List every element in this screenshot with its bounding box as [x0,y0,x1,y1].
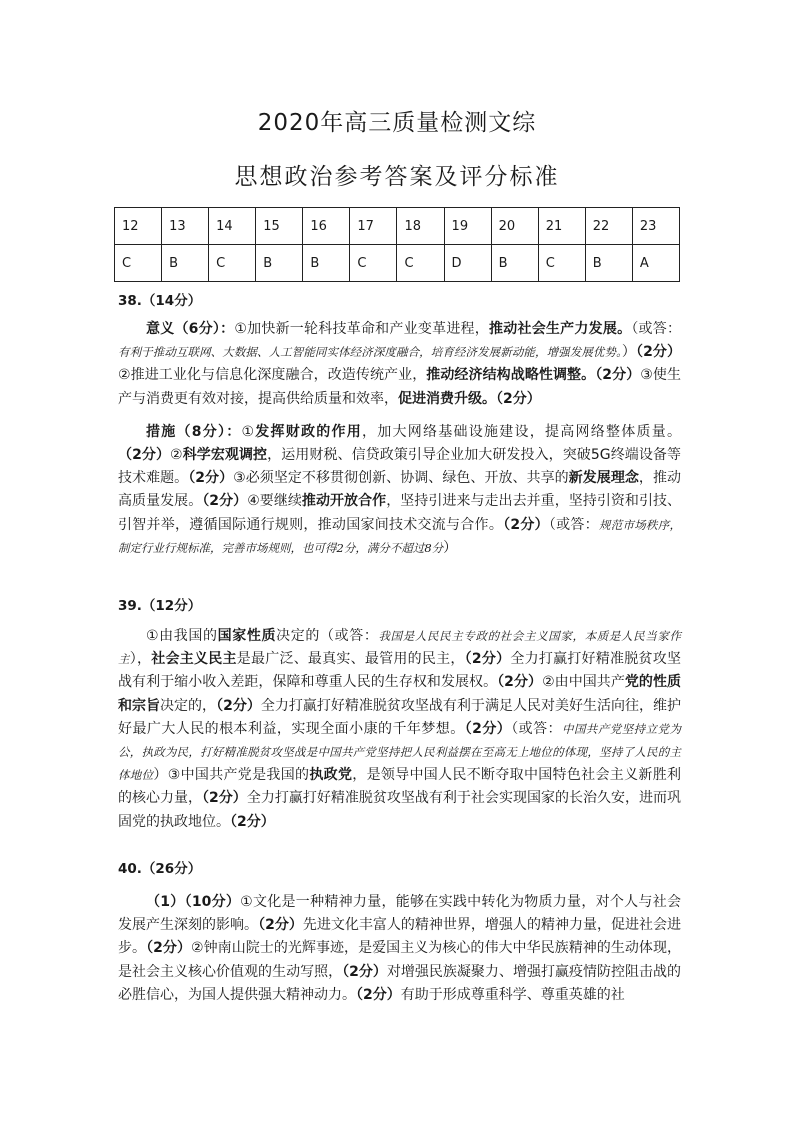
bold-text-run: （2分） [146,940,192,957]
text-run: ①文化是一种精神力量，能够在实践中转化为物质力量，对个人与社会发展产生深刻的影响。 [118,894,681,934]
text-run: ①加快新一轮科技革命和产业变革进程， [234,321,490,337]
bold-text-run: （2分） [595,367,641,384]
answer-cell: A [632,245,679,282]
bold-text-run: （2分） [230,813,275,830]
q40-heading: 40.（26分） [118,861,202,877]
bold-text-run: 社会主义民主 [151,651,237,668]
text-run: ③使生产与消费更有效对接，提高供给质量和效率， [118,367,681,407]
answer-cell: C [350,245,397,282]
bold-text-run: 推动开放合作 [301,493,387,510]
bold-text-run: 科学宏观调控 [182,447,268,464]
q38-heading: 38.（14分） [118,293,202,309]
bold-text-run: （2分） [202,493,248,510]
annotation-text-run: 规范市场秩序，制定行业行规标准，完善市场规则，也可得2分，满分不超过8分 [118,517,682,555]
question-number-cell: 20 [491,208,538,245]
text-run: 决定的， [160,697,217,714]
text-run: 全力打赢打好精准脱贫攻坚战有利于缩小收入差距，保障和尊重人民的生存权和发展权。 [118,651,682,691]
answer-cell: B [491,245,538,282]
bold-text-run: 国家性质 [217,628,277,644]
bold-text-run: 推动经济结构战略性调整。 [426,367,596,384]
bold-text-run: （2分） [503,516,549,533]
bold-text-run: 促进消费升级。 [398,390,496,407]
text-run: ①由我国的 [146,628,218,644]
text-run: ① [241,423,256,440]
answer-table-number-row [115,208,680,245]
q39-answer-section [118,625,681,834]
text-run: ②由中国共产 [542,674,625,691]
q40-answer-section [118,891,681,1007]
annotation-text-run: 中国共产党坚持立党为公，执政为民，打好精准脱贫攻坚战是中国共产党坚持把人民利益摆在至高无上地位的体现，坚持了人民的主体地位 [118,721,682,783]
bold-text-run: 意义（6分）： [146,321,235,337]
text-run: 全力打赢打好精准脱贫攻坚战有利于社会实现国家的长治久安，进而巩固党的执政地位。 [118,790,682,830]
question-number-cell: 17 [350,208,397,245]
text-run: ，推动高质量发展。 [118,470,682,510]
q39-heading: 39.（12分） [118,598,202,614]
bold-text-run: （2分） [464,651,511,668]
bold-text-run: （2分） [258,917,303,934]
bold-text-run: （2分） [497,674,543,691]
text-run: ，运用财税、信贷政策引导企业加大研发投入，突破5G终端设备等技术难题。 [118,447,681,487]
text-run: ③必须坚定不移贯彻创新、协调、绿色、开放、共享的 [233,470,569,487]
answer-cell: B [162,245,209,282]
q39-answer-paragraph [118,625,681,834]
text-run: 有助于形成尊重科学、尊重英雄的社 [400,986,625,1003]
text-run: 是最广泛、最真实、最管用的民主， [236,651,465,668]
text-run: ，加大网络基础设施建设，提高网络整体质量。 [362,423,682,440]
document-title: 2020年高三质量检测文综 [257,110,537,136]
question-number-cell: 16 [303,208,350,245]
document-subtitle: 思想政治参考答案及评分标准 [234,164,560,190]
answer-cell: B [303,245,350,282]
bold-text-run: 措施（8分）： [146,423,242,440]
bold-text-run: （2分） [216,697,261,714]
question-number-cell: 13 [162,208,209,245]
question-number-cell: 15 [256,208,303,245]
question-number-cell: 19 [444,208,491,245]
text-run: ，坚持引进来与走出去并重，坚持引资和引技、引智并举，遵循国际通行规则，推动国家间技术交流与合作。 [118,493,682,533]
bold-text-run: （2分） [202,790,247,807]
q40-part1-paragraph [118,891,681,1007]
text-run: ）③中国共产党是我国的 [153,767,310,784]
bold-text-run: （2分） [342,963,387,980]
bold-text-run: （2分） [636,344,682,361]
annotation-text-run: 我国是人民民主专政的社会主义国家，本质是人民当家作主 [118,629,682,667]
text-run: ② [170,447,183,464]
answer-cell: C [115,245,162,282]
answer-cell: B [585,245,632,282]
text-run: 对增强民族凝聚力、增强打赢疫情防控阻击战的必胜信心，为国人提供强大精神动力。 [118,963,682,1003]
answer-cell: B [256,245,303,282]
answer-table-answer-row [115,245,680,282]
text-run: （或答： [631,321,681,337]
text-run: ②钟南山院士的光辉事迹，是爱国主义为核心的伟大中华民族精神的生动体现，是社会主义核心价值观的生动写照， [118,940,681,980]
q38-answer-section [118,318,681,560]
text-run: ） [621,344,637,361]
q38-measures-paragraph [118,421,681,560]
question-number-cell: 21 [538,208,585,245]
text-run: 决定的（或答： [276,628,379,644]
bold-text-run: 党的性质和宗旨 [118,674,682,714]
answer-table [114,207,680,282]
annotation-text-run: 有利于推动互联网、大数据、人工智能同实体经济深度融合，培育经济发展新动能，增强发展优势。 [118,345,622,360]
answer-cell: D [444,245,491,282]
text-run: ）， [129,651,152,668]
answer-cell: C [397,245,444,282]
bold-text-run: （2分） [356,986,401,1003]
text-run: 先进文化丰富人的精神世界，增强人的精神力量，促进社会进步。 [118,917,682,957]
question-number-cell: 14 [209,208,256,245]
text-run: （或答： [511,720,562,737]
question-number-cell: 22 [585,208,632,245]
bold-text-run: 发挥财政的作用 [255,423,363,440]
text-run: 全力打赢打好精准脱贫攻坚战有利于满足人民对美好生活向往，维护好最广大人民的根本利益，实现全面小康的千年梦想。 [118,697,682,737]
text-run: ②推进工业化与信息化深度融合，改造传统产业， [118,367,427,384]
bold-text-run: （2分） [496,390,541,407]
q38-significance-paragraph [118,318,681,411]
answer-cell: C [538,245,585,282]
bold-text-run: 推动社会生产力发展。 [489,321,632,337]
bold-text-run: （2分） [464,720,512,737]
text-run: ④要继续 [247,493,302,510]
bold-text-run: 执政党 [309,767,353,784]
question-number-cell: 23 [632,208,679,245]
answer-cell: C [209,245,256,282]
bold-text-run: （1）（10分） [146,894,241,910]
text-run: ） [443,539,458,556]
text-run: （或答： [548,516,599,533]
text-run: ，是领导中国人民不断夺取中国特色社会主义新胜利的核心力量， [118,767,681,807]
bold-text-run: 新发展理念 [568,470,639,487]
bold-text-run: （2分） [118,447,171,464]
question-number-cell: 18 [397,208,444,245]
bold-text-run: （2分） [188,470,234,487]
question-number-cell: 12 [115,208,162,245]
